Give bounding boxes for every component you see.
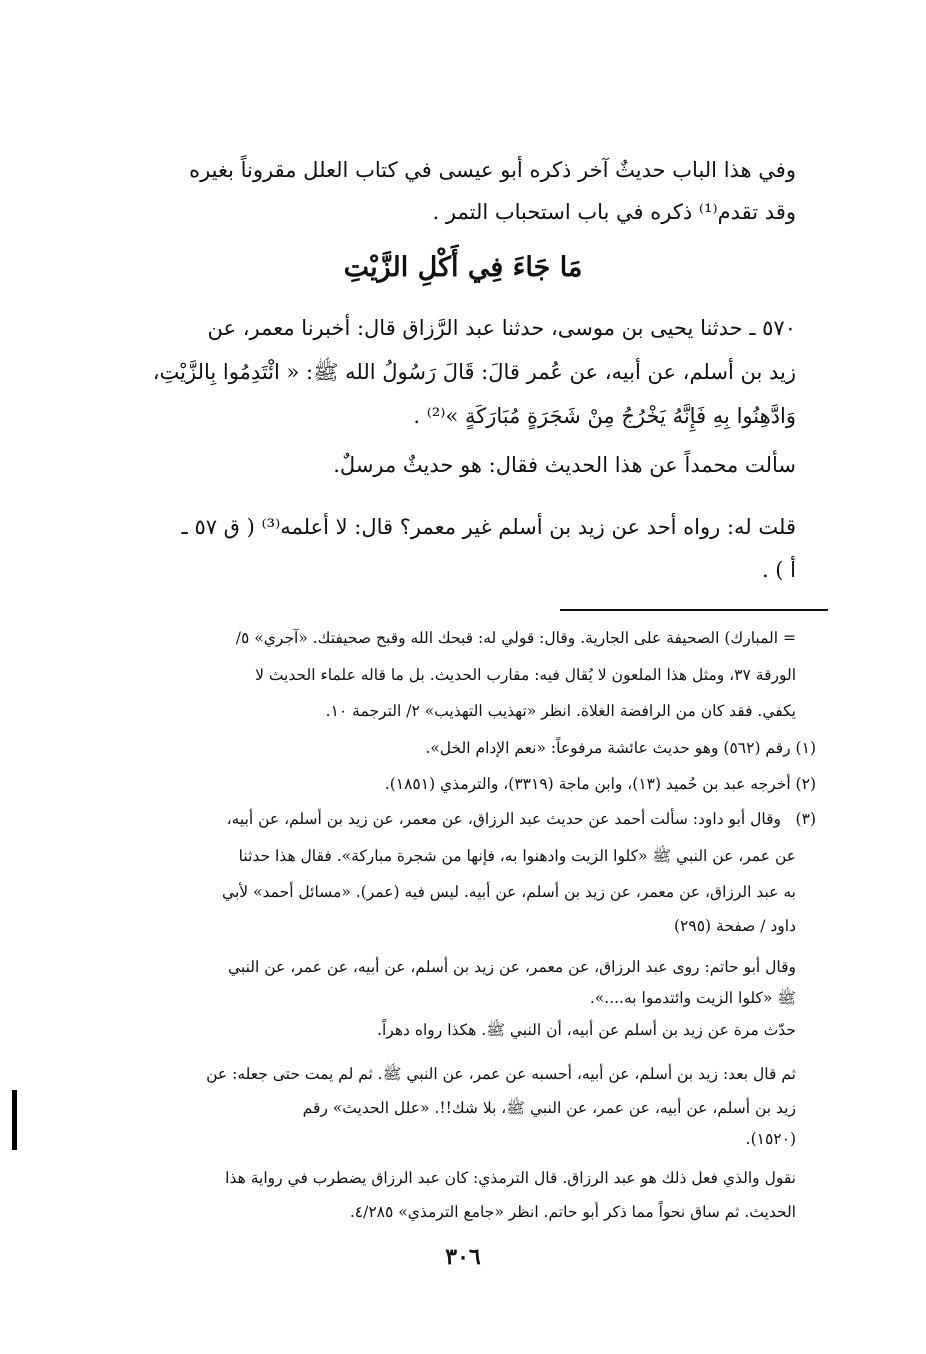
footnote-3-line-11: نقول والذي فعل ذلك هو عبد الرزاق. قال الترمذي: كان عبد الرزاق يضطرب في رواية هذا (225, 1169, 796, 1187)
footnote-3-line-2: عن عمر، عن النبي ﷺ «كلوا الزيت وادهنوا به، فإنها من شجرة مباركة». فقال هذا حدثنا (238, 847, 796, 865)
footnote-2: (٢) أخرجه عبد بن حُميد (١٣)، وابن ماجة (٣٣١٩)، والترمذي (١٨٥١). (384, 775, 816, 793)
footnote-3-line-6: ﷺ «كلوا الزيت وائتدموا به....». (589, 989, 796, 1007)
hadith-line-2: زيد بن أسلم، عن أبيه، عن عُمر قالَ: قَالَ رَسُولُ الله ﷺ: « ائْتَدِمُوا بِالزَّيْتِ، (152, 360, 796, 384)
footnote-3-line-7: حدّث مرة عن زيد بن أسلم عن أبيه، أن النبي ﷺ. هكذا رواه دهراً. (377, 1021, 796, 1039)
footnote-continued-line-2: الورقة ٣٧، ومثل هذا الملعون لا يُقال فيه: مقارب الحديث. بل ما قاله علماء الحديث لا (255, 666, 796, 684)
scan-edge-mark (12, 1090, 17, 1150)
chapter-heading: مَا جَاءَ فِي أَكْلِ الزَّيْتِ (343, 252, 583, 283)
footnote-3-line-12: الحديث. ثم ساق نحواً مما ذكر أبو حاتم. انظر «جامع الترمذي» ٤/٢٨٥. (349, 1203, 796, 1221)
question-line: سألت محمداً عن هذا الحديث فقال: هو حديثٌ مرسلٌ. (333, 453, 796, 477)
footnote-3-line-4: داود / صفحة (٢٩٥) (673, 917, 796, 935)
hadith-line-3: وَادَّهِنُوا بِهِ فَإِنَّهُ يَخْرُجُ مِنْ شَجَرَةٍ مُبَارَكَةٍ »⁽²⁾ . (413, 404, 796, 428)
footnote-3-line-1: وقال أبو داود: سألت أحمد عن حديث عبد الرزاق، عن معمر، عن زيد بن أسلم، عن أبيه، (226, 810, 781, 828)
page-number: ٣٠٦ (445, 1244, 481, 1270)
footnote-3-line-9: زيد بن أسلم، عن أبيه، عن عمر، عن النبي ﷺ، بلا شك!!. «علل الحديث» رقم (302, 1099, 796, 1117)
footnote-3-line-8: ثم قال بعد: زيد بن أسلم، عن أبيه، أحسبه عن عمر، عن النبي ﷺ. ثم لم يمت حتى جعله: عن (206, 1065, 796, 1083)
intro-line-1: وفي هذا الباب حديثٌ آخر ذكره أبو عيسى في كتاب العلل مقروناً بغيره (189, 158, 796, 182)
footnote-3-line-5: وقال أبو حاتم: روى عبد الرزاق، عن معمر، عن زيد بن أسلم، عن أبيه، عن عمر، عن النبي (228, 958, 796, 976)
followup-line-1: قلت له: رواه أحد عن زيد بن أسلم غير معمر؟ قال: لا أعلمه⁽³⁾ ( ق ٥٧ ـ (181, 515, 796, 539)
followup-line-2: أ ) . (761, 558, 796, 582)
footnote-3-line-3: به عبد الرزاق، عن معمر، عن زيد بن أسلم، عن أبيه. ليس فيه (عمر). «مسائل أحمد» لأبي (222, 883, 796, 901)
footnote-3-number: (٣) (795, 810, 816, 828)
footnote-rule (560, 609, 828, 611)
hadith-line-1: ٥٧٠ ـ حدثنا يحيى بن موسى، حدثنا عبد الرَّزاق قال: أخبرنا معمر، عن (207, 316, 796, 340)
intro-line-2: وقد تقدم⁽¹⁾ ذكره في باب استحباب التمر . (432, 200, 796, 224)
footnote-continued-line-1: = المبارك) الصحيفة على الجارية. وقال: قولي له: قبحك الله وقبح صحيفتك. «آجري» ٥/ (235, 629, 796, 647)
footnote-3-line-10: (١٥٢٠). (745, 1130, 796, 1148)
footnote-continued-line-3: يكفي. فقد كان من الرافضة الغلاة. انظر «تهذيب التهذيب» ٢/ الترجمة ١٠. (325, 702, 796, 720)
footnote-1: (١) رقم (٥٦٢) وهو حديث عائشة مرفوعاً: «نعم الإدام الخل». (425, 739, 816, 757)
